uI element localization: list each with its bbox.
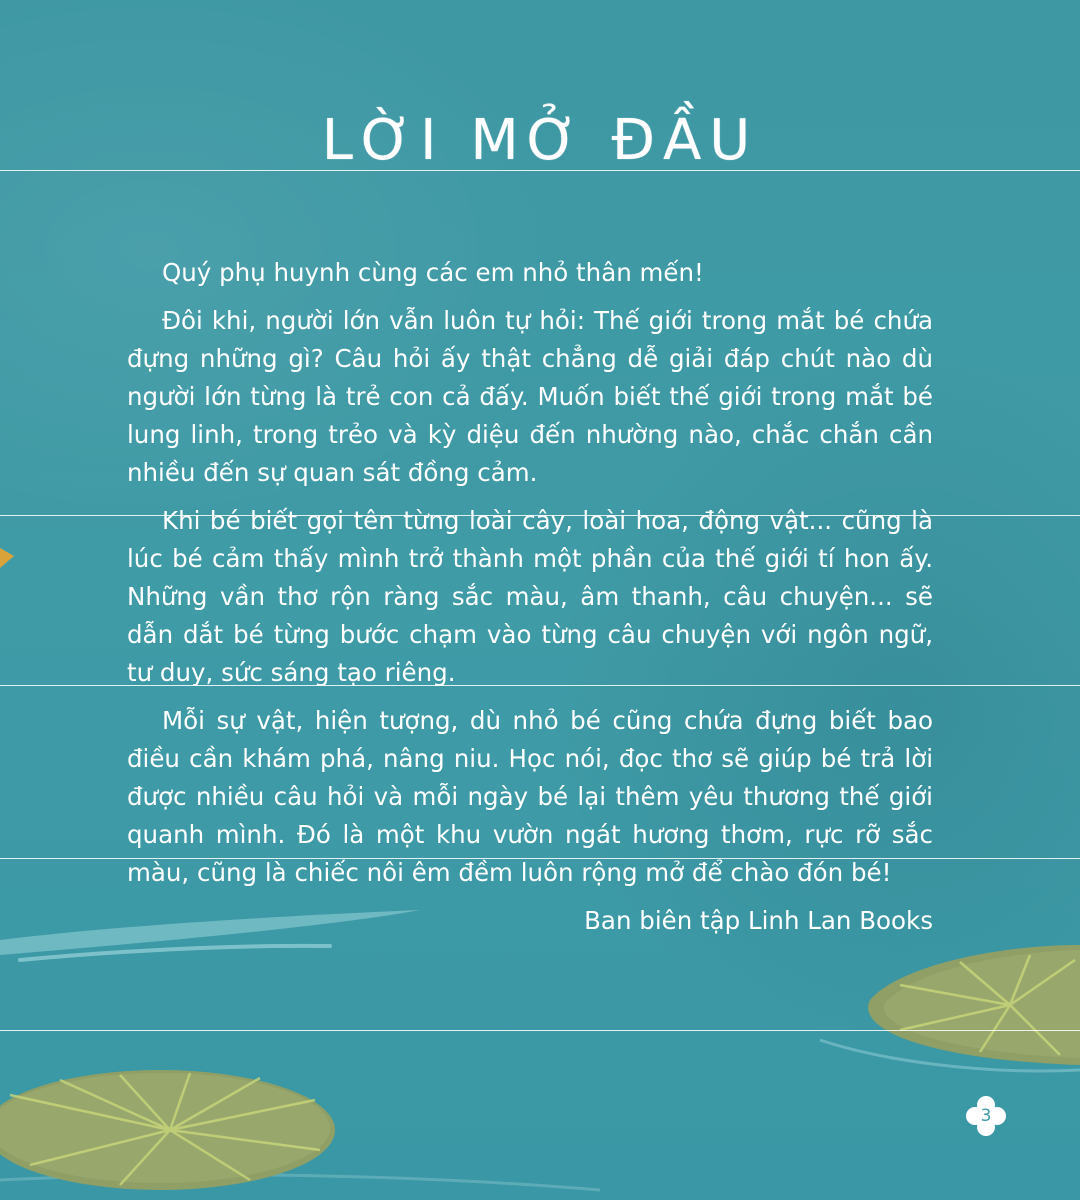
leaf-tip-icon	[0, 548, 14, 568]
ruled-line	[0, 1030, 1080, 1031]
page-number: 3	[980, 1106, 992, 1126]
lily-pad-left-icon	[0, 1070, 335, 1190]
paragraph: Khi bé biết gọi tên từng loài cây, loài hoa, động vật... cũng là lúc bé cảm thấy mình trở thành một phần của thế giới tí hon ấy. Những vần thơ rộn ràng sắc màu, âm thanh, câu chuyện... sẽ dẫn dắt bé từng bước chạm vào từng câu chuyện với ngôn ngữ, tư duy, sức sáng tạo riêng.	[127, 506, 933, 687]
paragraph: Mỗi sự vật, hiện tượng, dù nhỏ bé cũng chứa đựng biết bao điều cần khám phá, nâng niu. Học nói, đọc thơ sẽ giúp bé trả lời được nhiều câu hỏi và mỗi ngày bé lại thêm yêu thương thế giới quanh mình. Đó là một khu vườn ngát hương thơm, rực rỡ sắc màu, cũng là chiếc nôi êm đềm luôn rộng mở để chào đón bé!	[127, 706, 933, 887]
paragraph: Quý phụ huynh cùng các em nhỏ thân mến!	[162, 258, 704, 287]
signature: Ban biên tập Linh Lan Books	[584, 906, 933, 935]
lily-pad-right-icon	[868, 945, 1080, 1065]
preface-body	[127, 254, 933, 940]
page-title: LỜI MỞ ĐẦU	[321, 108, 759, 173]
paragraph: Đôi khi, người lớn vẫn luôn tự hỏi: Thế giới trong mắt bé chứa đựng những gì? Câu hỏi ấy thật chẳng dễ giải đáp chút nào dù người lớn từng là trẻ con cả đấy. Muốn biết thế giới trong mắt bé lung linh, trong trẻo và kỳ diệu đến nhường nào, chắc chắn cần nhiều đến sự quan sát đồng cảm.	[127, 306, 933, 487]
